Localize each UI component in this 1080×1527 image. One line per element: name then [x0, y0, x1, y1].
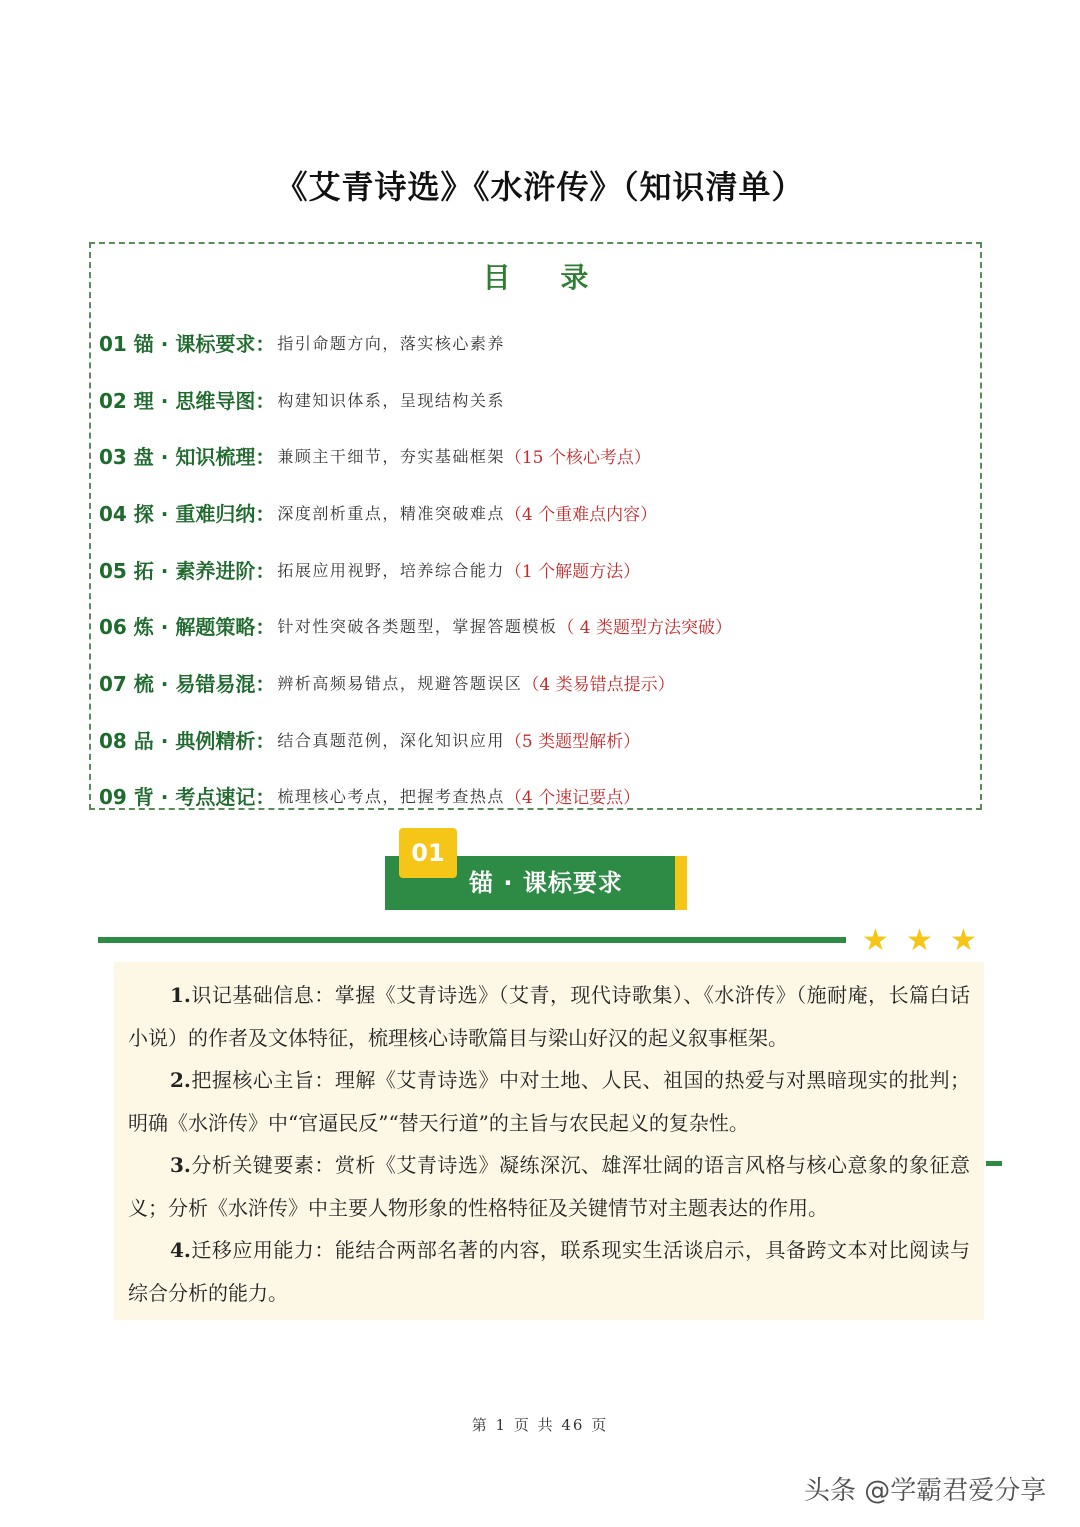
toc-item-note: （4 类易错点提示） — [522, 674, 675, 695]
toc-item-08[interactable] — [99, 711, 972, 768]
section-title: 锚 · 课标要求 — [469, 869, 623, 897]
side-marker — [986, 1161, 1002, 1166]
toc-item-label: 03 盘 · 知识梳理： — [99, 445, 276, 470]
requirement-heading: 识记基础信息： — [190, 983, 335, 1007]
toc-item-note: （ 4 类题型方法突破） — [557, 618, 732, 639]
toc-item-desc: 辨析高频易错点，规避答题误区 — [277, 673, 523, 693]
requirement-heading: 迁移应用能力： — [190, 1238, 335, 1262]
toc-item-label: 09 背 · 考点速记： — [99, 785, 276, 810]
requirement-number: 2. — [170, 1068, 191, 1092]
star-icon: ★ — [862, 923, 889, 958]
banner-accent — [675, 856, 687, 910]
star-icon: ★ — [950, 923, 977, 958]
requirement-item — [128, 1059, 970, 1144]
toc-item-desc: 兼顾主干细节，夯实基础框架 — [277, 447, 505, 467]
toc-heading: 目 录 — [482, 261, 609, 294]
toc-list — [99, 314, 972, 824]
toc-item-05[interactable] — [99, 541, 972, 598]
toc-item-04[interactable] — [99, 484, 972, 541]
requirement-item — [128, 1229, 970, 1314]
toc-item-02[interactable] — [99, 371, 972, 428]
toc-item-note: （5 类题型解析） — [504, 731, 641, 752]
document-title: 《艾青诗选》《水浒传》（知识清单） — [275, 168, 805, 206]
toc-item-note: （4 个重难点内容） — [504, 504, 658, 525]
toc-item-desc: 拓展应用视野，培养综合能力 — [277, 560, 505, 580]
section-banner — [383, 826, 693, 914]
toc-item-label: 01 锚 · 课标要求： — [99, 331, 276, 356]
page-footer: 第 1 页 共 46 页 — [471, 1416, 609, 1434]
watermark: 头条 @学霸君爱分享 — [804, 1476, 1047, 1506]
requirement-item — [128, 974, 970, 1059]
toc-item-desc: 深度剖析重点，精准突破难点 — [277, 503, 505, 523]
requirement-body: 赏析《艾青诗选》凝练深沉、雄浑壮阔的语言风格与核心意象的象征意义；分析《水浒传》中主要人物形象的性格特征及关键情节对主题表达的作用。 — [128, 1153, 971, 1220]
toc-item-desc: 构建知识体系，呈现结构关系 — [277, 390, 505, 410]
toc-item-label: 04 探 · 重难归纳： — [99, 501, 276, 526]
toc-item-label: 08 品 · 典例精析： — [99, 728, 276, 753]
toc-item-06[interactable] — [99, 597, 972, 654]
toc-item-note: （1 个解题方法） — [504, 561, 641, 582]
rating-stars — [862, 924, 990, 958]
toc-item-label: 07 梳 · 易错易混： — [99, 671, 276, 696]
requirement-number: 4. — [170, 1238, 191, 1262]
toc-item-note: （4 个速记要点） — [504, 788, 641, 809]
toc-item-01[interactable] — [99, 314, 972, 371]
requirement-number: 1. — [170, 983, 191, 1007]
toc-item-desc: 针对性突破各类题型，掌握答题模板 — [277, 617, 558, 637]
requirement-body: 能结合两部名著的内容，联系现实生活谈启示，具备跨文本对比阅读与综合分析的能力。 — [128, 1238, 971, 1305]
requirement-heading: 把握核心主旨： — [190, 1068, 335, 1092]
toc-item-07[interactable] — [99, 654, 972, 711]
requirements-box — [114, 962, 984, 1320]
star-icon: ★ — [906, 923, 933, 958]
toc-item-desc: 梳理核心考点，把握考查热点 — [277, 787, 505, 807]
section-number-badge: 01 — [399, 828, 457, 878]
requirement-item — [128, 1144, 970, 1229]
toc-item-label: 02 理 · 思维导图： — [99, 388, 276, 413]
table-of-contents — [89, 242, 982, 810]
toc-item-label: 06 炼 · 解题策略： — [99, 615, 276, 640]
toc-item-note: （15 个核心考点） — [504, 448, 651, 469]
toc-item-03[interactable] — [99, 427, 972, 484]
requirement-number: 3. — [170, 1153, 191, 1177]
toc-item-desc: 指引命题方向，落实核心素养 — [277, 333, 505, 353]
toc-item-09[interactable] — [99, 768, 972, 825]
toc-item-desc: 结合真题范例，深化知识应用 — [277, 730, 505, 750]
requirement-body: 理解《艾青诗选》中对土地、人民、祖国的热爱与对黑暗现实的批判；明确《水浒传》中“官逼民反”“替天行道”的主旨与农民起义的复杂性。 — [128, 1068, 971, 1135]
requirement-heading: 分析关键要素： — [190, 1153, 335, 1177]
section-divider — [98, 937, 846, 943]
toc-item-label: 05 拓 · 素养进阶： — [99, 558, 276, 583]
requirement-body: 掌握《艾青诗选》（艾青，现代诗歌集）、《水浒传》（施耐庵，长篇白话小说）的作者及文体特征，梳理核心诗歌篇目与梁山好汉的起义叙事框架。 — [128, 983, 971, 1050]
